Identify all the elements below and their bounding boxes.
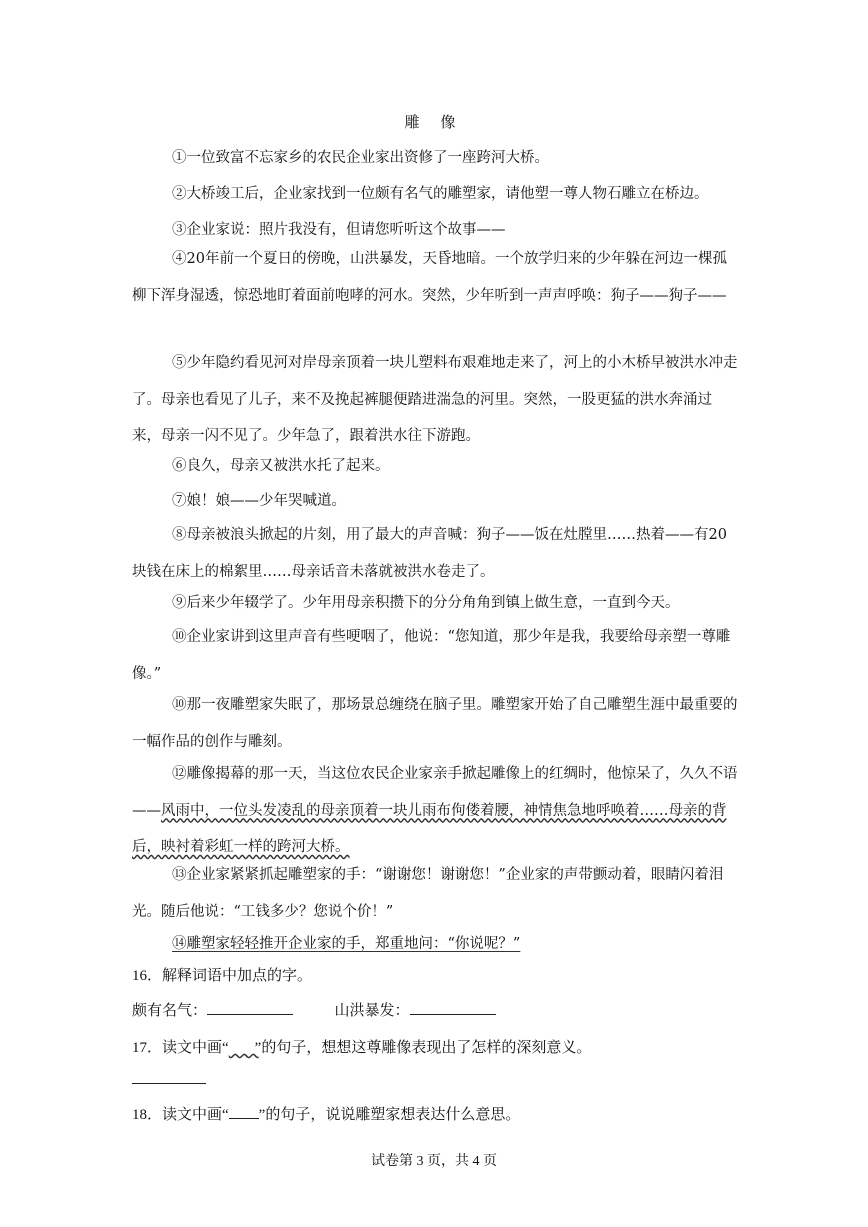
question-18 <box>132 1097 740 1133</box>
paragraph-5: ⑤少年隐约看见河对岸母亲顶着一块儿塑料布艰难地走来了，河上的小木桥早被洪水冲走了。母亲也看见了儿子，来不及挽起裤腿便踏进湍急的河里。突然，一股更猛的洪水奔涌过来，母亲一闪不见了。少年急了，跟着洪水往下游跑。 <box>132 355 738 444</box>
page-footer: 试卷第 3 页，共 4 页 <box>371 1154 497 1169</box>
question-16-answers <box>132 993 740 1029</box>
q16-label-b: 山洪暴发： <box>334 1003 410 1019</box>
straight-underlined-sentence: ⑭雕塑家轻轻推开企业家的手，郑重地问：“你说呢？” <box>172 936 521 952</box>
q17-text-post: ”的句子，想想这尊雕像表现出了怎样的深刻意义。 <box>254 1040 592 1056</box>
q18-text-pre: 18．读文中画“ <box>132 1107 229 1123</box>
paragraph-13: ⑬企业家紧紧抓起雕塑家的手：“谢谢您！谢谢您！”企业家的声带颤动着，眼睛闪着泪光。随后他说：“工钱多少？您说个价！” <box>132 867 724 920</box>
paragraph-8: ⑧母亲被浪头掀起的片刻，用了最大的声音喊：狗子——饭在灶膛里……热着——有20块钱在床上的棉絮里……母亲话音未落就被洪水卷走了。 <box>132 527 727 580</box>
wavy-underlined-sentence: 风雨中，一位头发凌乱的母亲顶着一块儿雨布佝偻着腰，神情焦急地呼唤着……母亲的背后，映衬着彩虹一样的跨河大桥。 <box>132 802 727 855</box>
paragraph-4: ④20年前一个夏日的傍晚，山洪暴发，天昏地暗。一个放学归来的少年躲在河边一棵孤柳下浑身湿透，惊恐地盯着面前咆哮的河水。突然，少年听到一声声呼唤：狗子——狗子—— <box>132 251 727 304</box>
q16-label-a: 颇有名气： <box>132 1003 208 1019</box>
answer-blank-a[interactable] <box>207 1000 293 1015</box>
paragraph-12-text: ⑫雕像揭幕的那一天，当这位农民企业家亲手掀起雕像上的红绸时，他惊呆了，久久不语—— <box>132 766 738 819</box>
paragraph-2: ②大桥竣工后，企业家找到一位颇有名气的雕塑家，请他塑一尊人物石雕立在桥边。 <box>172 186 709 202</box>
paragraph-12 <box>132 756 740 866</box>
answer-blank-b[interactable] <box>410 1000 496 1015</box>
paragraph-10: ⑩企业家讲到这里声音有些哽咽了，他说：“您知道，那少年是我，我要给母亲塑一尊雕像。” <box>132 629 731 682</box>
straight-mark-sample <box>229 1106 259 1119</box>
question-17 <box>132 1030 740 1066</box>
paragraph-7: ⑦娘！娘——少年哭喊道。 <box>172 493 346 509</box>
wavy-mark-sample <box>229 1030 255 1066</box>
paragraph-1: ①一位致富不忘家乡的农民企业家出资修了一座跨河大桥。 <box>172 150 549 166</box>
paragraph-11: ⑩那一夜雕塑家失眠了，那场景总缠绕在脑子里。雕塑家开始了自己雕塑生涯中最重要的一幅作品的创作与雕刻。 <box>132 697 738 750</box>
paragraph-9: ⑨后来少年辍学了。少年用母亲积攒下的分分角角到镇上做生意，一直到今天。 <box>172 595 680 611</box>
article-title: 雕 像 <box>404 113 464 131</box>
q18-text-post: ”的句子，说说雕塑家想表达什么意思。 <box>258 1107 521 1123</box>
question-16: 16．解释词语中加点的字。 <box>132 968 313 984</box>
answer-line-q17[interactable] <box>132 1083 206 1084</box>
q17-text-pre: 17．读文中画“ <box>132 1040 229 1056</box>
paragraph-3: ③企业家说：照片我没有，但请您听听这个故事—— <box>172 222 506 238</box>
paragraph-6: ⑥良久，母亲又被洪水托了起来。 <box>172 458 390 474</box>
